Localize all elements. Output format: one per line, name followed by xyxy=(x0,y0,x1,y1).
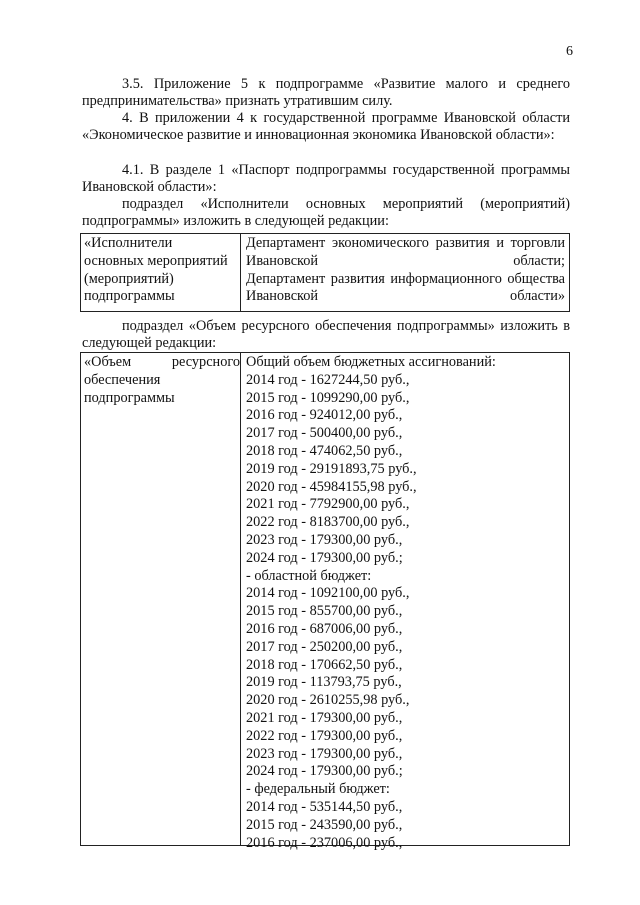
total-2020: 2020 год - 45984155,98 руб., xyxy=(246,478,417,495)
regional-2016: 2016 год - 687006,00 руб., xyxy=(246,620,403,637)
total-2019: 2019 год - 29191893,75 руб., xyxy=(246,460,417,477)
total-2018: 2018 год - 474062,50 руб., xyxy=(246,442,403,459)
regional-2024: 2024 год - 179300,00 руб.; xyxy=(246,763,403,780)
total-2022: 2022 год - 8183700,00 руб., xyxy=(246,514,410,531)
resources-table xyxy=(80,352,570,851)
executors-label-cell xyxy=(81,234,241,311)
paragraph-4: 4. В приложении 4 к государственной программе Ивановской области «Экономическое развитие и инновационная экономика Ивановской области»: xyxy=(82,110,570,143)
resources-label: «Объем ресурсного обеспечения подпрограммы xyxy=(84,354,240,406)
regional-2020: 2020 год - 2610255,98 руб., xyxy=(246,692,410,709)
resources-value-cell xyxy=(241,353,569,852)
total-2015: 2015 год - 1099290,00 руб., xyxy=(246,389,410,406)
page-number: 6 xyxy=(566,44,573,59)
regional-2019: 2019 год - 113793,75 руб., xyxy=(246,674,402,691)
total-2017: 2017 год - 500400,00 руб., xyxy=(246,425,403,442)
total-2016: 2016 год - 924012,00 руб., xyxy=(246,407,403,424)
total-2014: 2014 год - 1627244,50 руб., xyxy=(246,371,410,388)
federal-heading: - федеральный бюджет: xyxy=(246,781,390,798)
regional-2017: 2017 год - 250200,00 руб., xyxy=(246,638,403,655)
paragraph-3-5: 3.5. Приложение 5 к подпрограмме «Развитие малого и среднего предпринимательства» признать утратившим силу. xyxy=(82,76,570,109)
executor-information-department: Департамент развития информационного общества Ивановской области» xyxy=(246,270,565,305)
regional-2022: 2022 год - 179300,00 руб., xyxy=(246,727,403,744)
regional-2014: 2014 год - 1092100,00 руб., xyxy=(246,585,410,602)
executors-label: «Исполнители основных мероприятий (мероприятий) подпрограммы xyxy=(84,235,228,305)
federal-2016: 2016 год - 237006,00 руб., xyxy=(246,834,403,851)
executors-value-cell xyxy=(241,234,569,306)
executors-table xyxy=(80,233,570,312)
total-2024: 2024 год - 179300,00 руб.; xyxy=(246,549,403,566)
resources-label-cell xyxy=(81,353,241,845)
regional-heading: - областной бюджет: xyxy=(246,567,372,584)
regional-2023: 2023 год - 179300,00 руб., xyxy=(246,745,403,762)
resources-values xyxy=(241,353,569,852)
federal-2014: 2014 год - 535144,50 руб., xyxy=(246,798,403,815)
total-heading: Общий объем бюджетных ассигнований: xyxy=(246,354,496,370)
paragraph-executors-subsection: подраздел «Исполнители основных мероприятий (мероприятий) подпрограммы» изложить в следующей редакции: xyxy=(82,196,570,229)
total-2023: 2023 год - 179300,00 руб., xyxy=(246,531,403,548)
regional-2021: 2021 год - 179300,00 руб., xyxy=(246,709,403,726)
executor-economic-department: Департамент экономического развития и торговли Ивановской области; xyxy=(246,235,565,269)
paragraph-resources-subsection: подраздел «Объем ресурсного обеспечения подпрограммы» изложить в следующей редакции: xyxy=(82,318,570,351)
paragraph-4-1: 4.1. В разделе 1 «Паспорт подпрограммы государственной программы Ивановской области»: xyxy=(82,162,570,195)
regional-2015: 2015 год - 855700,00 руб., xyxy=(246,603,403,620)
regional-2018: 2018 год - 170662,50 руб., xyxy=(246,656,403,673)
federal-2015: 2015 год - 243590,00 руб., xyxy=(246,816,403,833)
total-2021: 2021 год - 7792900,00 руб., xyxy=(246,496,410,513)
